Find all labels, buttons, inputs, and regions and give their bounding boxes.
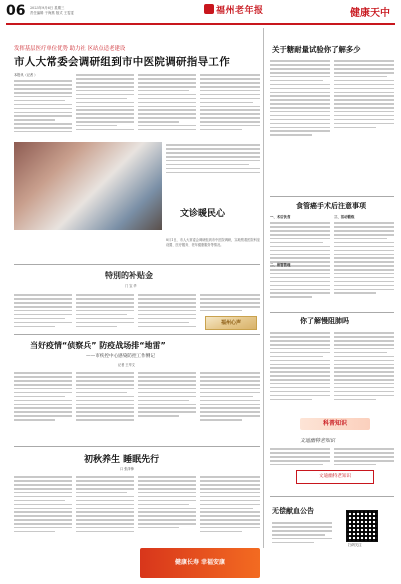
story4-col-1: [14, 474, 72, 535]
story2-byline: 门 宝 华: [125, 284, 137, 288]
lead-headline: 市人大常委会调研组到市中医院调研指导工作: [14, 56, 230, 68]
story3-divider: [14, 334, 260, 335]
right-h2-rule: [270, 196, 394, 197]
right-h2: 食管癌手术后注意事项: [296, 202, 366, 210]
photo-caption: 8月1日，市人大常委会调研组到市中医院调研，实地察看医院科室设置、医疗服务、老年健康服务等情况。: [166, 238, 260, 247]
qr-label: 扫码关注: [348, 543, 362, 547]
story4-col-2: [76, 474, 134, 535]
paper-logo-icon: [204, 4, 214, 14]
tip-box-text: 文迪幽特老知识: [318, 474, 352, 479]
page-number: 06: [6, 3, 26, 19]
photo-side-text: [166, 142, 260, 176]
science-banner-text: 科普知识: [322, 420, 347, 427]
story3-byline: 记者 王华文: [118, 363, 135, 367]
story2-col-3: [138, 292, 196, 329]
date-line: 2023年9月6日 星期三: [30, 6, 65, 10]
right-h2-col-2: [334, 220, 394, 296]
footer-ad: [140, 548, 260, 578]
feature-banner: 文诊暖民心: [180, 209, 226, 219]
story3-col-1: [14, 370, 72, 423]
right-h2-sub-b: 二、胃管管理: [270, 263, 291, 267]
tip-box: [296, 470, 374, 484]
right-h3-col-1: [270, 330, 330, 402]
story3-col-2: [76, 370, 134, 423]
right-h2-col-1: [270, 220, 330, 300]
column-divider: [263, 28, 264, 548]
story2-headline: 特別的补贴金: [105, 271, 153, 280]
tip-title: 文迪幽特老知识: [300, 438, 336, 444]
lead-col-4: [200, 72, 260, 133]
lead-col-3: [138, 72, 196, 133]
story2-col-2: [76, 292, 134, 329]
right-h3-col-2: [334, 330, 394, 402]
story3-col-4: [200, 370, 260, 423]
masthead: [0, 0, 401, 26]
story2-col-4: [200, 292, 260, 314]
story3-subhead: ——市疾控中心感染防控工作侧记: [86, 354, 155, 359]
lead-col-2: [76, 72, 134, 133]
section-title: 健康天中: [350, 8, 390, 19]
notice-rule: [270, 496, 394, 497]
lead-kicker: 发挥基层医疗单位优势 助力社 区站点适老建设: [14, 46, 126, 52]
right-h2-sub-a: 一、术后饮食: [270, 215, 291, 219]
masthead-rule: [6, 23, 395, 25]
editor-line: 责任编辑 于海燕 版式 王雯雯: [30, 11, 74, 15]
story4-col-4: [200, 474, 260, 535]
logo-badge-text: 福州心声: [220, 320, 241, 326]
footer-ad-text: 健康长寿 幸福安康: [174, 559, 226, 566]
right-h1-col-2: [334, 58, 394, 130]
story3-col-3: [138, 370, 196, 419]
right-h3-rule: [270, 312, 394, 313]
story4-col-3: [138, 474, 196, 531]
lead-photo: [14, 142, 162, 230]
story2-col-1: [14, 292, 72, 329]
story3-headline: 当好疫情“侦察兵” 防疫战场排“地雷”: [30, 341, 166, 350]
notice-title: 无偿献血公告: [272, 507, 314, 515]
notice-body: [272, 520, 332, 546]
story4-headline: 初秋养生 睡眠先行: [84, 455, 160, 465]
right-h1: 关于糖耐量试验你了解多少: [272, 45, 361, 54]
qr-code-icon: [346, 510, 378, 542]
paper-name: 福州老年报: [216, 6, 264, 16]
story4-divider: [14, 446, 260, 447]
logo-badge: [205, 316, 257, 330]
right-h3: 你了解慢阻肺吗: [300, 317, 349, 325]
story2-divider: [14, 264, 260, 265]
right-h1-col-1: [270, 58, 330, 138]
lead-byline: 本报讯（记者 ）: [14, 73, 38, 77]
lead-col-1: [14, 78, 72, 135]
right-h2-sub-c: 三、活动锻炼: [334, 215, 355, 219]
science-banner: [300, 418, 370, 430]
story4-byline: 口 张泽锋: [120, 467, 134, 471]
tip-col-2: [334, 446, 394, 468]
tip-col-1: [270, 446, 330, 468]
